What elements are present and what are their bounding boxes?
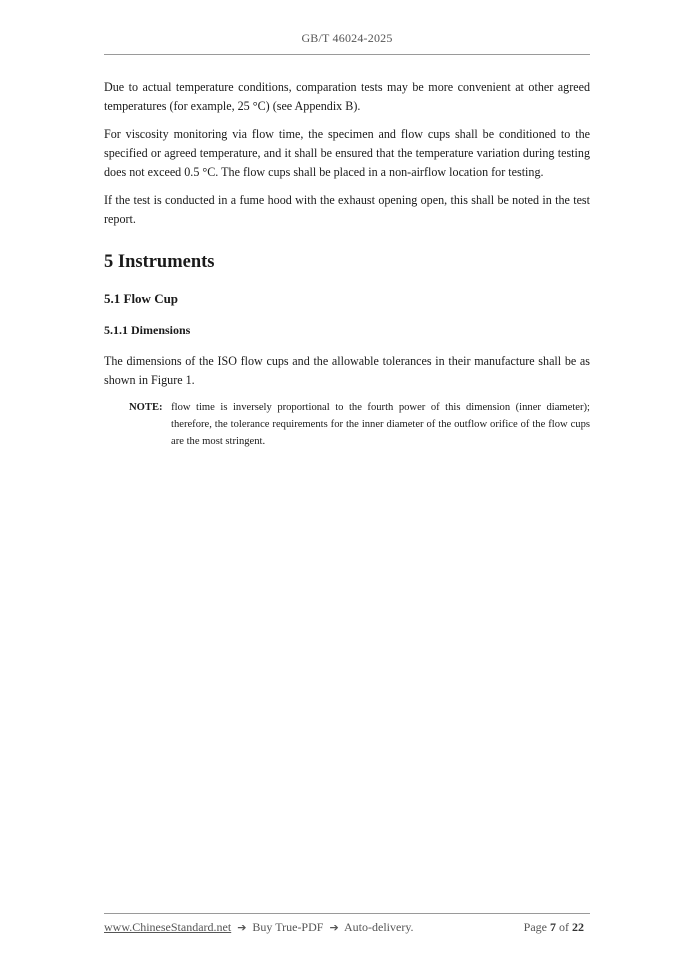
right-arrow-icon: ➔ xyxy=(237,921,247,934)
site-link[interactable]: www.ChineseStandard.net xyxy=(104,920,232,934)
note-label: NOTE: xyxy=(129,402,163,413)
paragraph-temperature-conditions: Due to actual temperature conditions, comparation tests may be more convenient at other agreed temperatures (for example, 25 °C) (see Appendix B). xyxy=(104,80,590,113)
subsection-heading-flow-cup: 5.1 Flow Cup xyxy=(104,291,179,306)
of-word: of xyxy=(559,920,569,934)
auto-delivery-text: Auto-delivery. xyxy=(344,920,414,934)
paragraph-dimensions: The dimensions of the ISO flow cups and the allowable tolerances in their manufacture shall be as shown in Figure 1. xyxy=(104,354,590,387)
footer-promo xyxy=(104,920,414,935)
header-divider xyxy=(104,54,590,55)
right-arrow-icon: ➔ xyxy=(329,921,339,934)
note-text: flow time is inversely proportional to the fourth power of this dimension (inner diameter); therefore, the tolerance requirements for the inner diameter of the outflow orifice of the flow cups are the most stringent. xyxy=(171,402,590,447)
page-indicator xyxy=(524,920,584,935)
paragraph-viscosity-monitoring: For viscosity monitoring via flow time, the specimen and flow cups shall be conditioned to the specified or agreed temperature, and it shall be ensured that the temperature variation during testing does not exceed 0.5 °C. The flow cups shall be placed in a non-airflow location for testing. xyxy=(104,127,590,179)
page-number: 7 xyxy=(550,920,556,934)
document-body xyxy=(104,78,590,450)
page-word: Page xyxy=(523,920,547,934)
buy-true-pdf-text: Buy True-PDF xyxy=(252,920,324,934)
total-pages: 22 xyxy=(572,920,584,934)
subsubsection-heading-dimensions: 5.1.1 Dimensions xyxy=(104,323,191,337)
note-block xyxy=(104,399,590,450)
page-header-standard-code: GB/T 46024-2025 xyxy=(301,31,393,45)
paragraph-fume-hood: If the test is conducted in a fume hood with the exhaust opening open, this shall be noted in the test report. xyxy=(104,193,590,226)
section-heading-instruments: 5 Instruments xyxy=(104,252,215,272)
footer-divider xyxy=(104,913,590,914)
